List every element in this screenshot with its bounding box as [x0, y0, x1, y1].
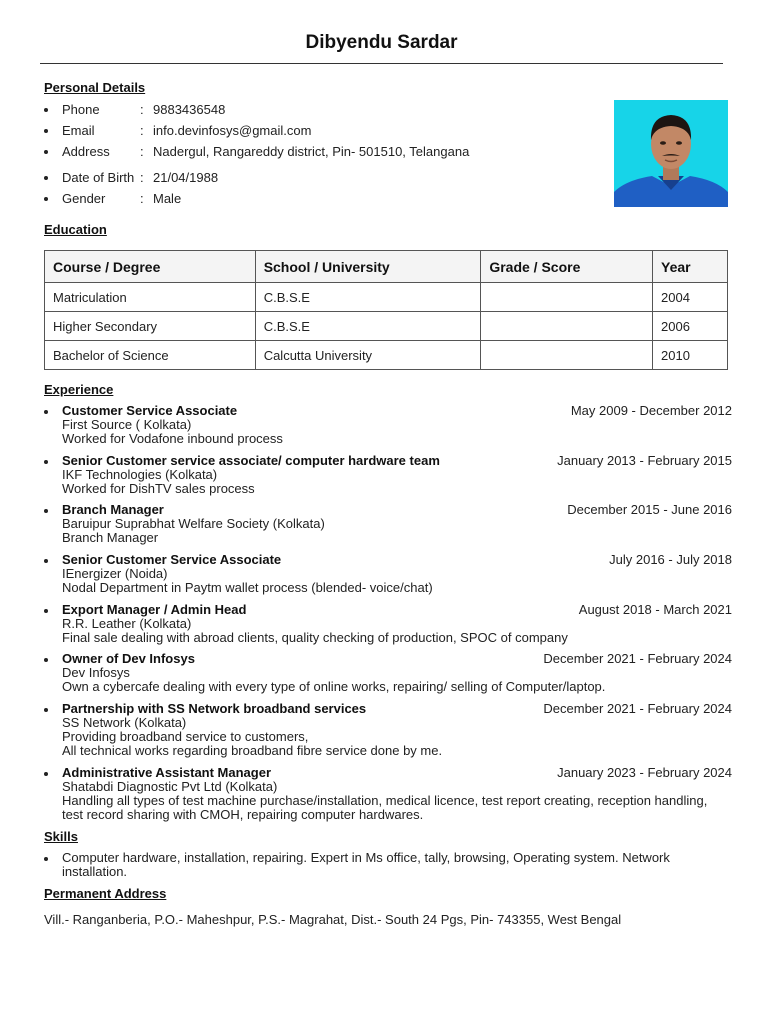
- colon: :: [140, 123, 144, 138]
- colon: :: [140, 170, 144, 185]
- school-cell: Calcutta University: [255, 341, 481, 370]
- candidate-name: Dibyendu Sardar: [305, 32, 458, 53]
- job-title: Partnership with SS Network broadband services: [62, 701, 367, 716]
- experience-item: [44, 404, 732, 446]
- personal-details-heading: Personal Details: [44, 80, 146, 95]
- course-cell: Bachelor of Science: [45, 341, 256, 370]
- job-title: Export Manager / Admin Head: [62, 602, 247, 617]
- year-cell: 2006: [653, 312, 728, 341]
- job-description: Final sale dealing with abroad clients, quality checking of production, SPOC of company: [62, 630, 568, 645]
- job-description: Providing broadband service to customers,: [62, 729, 309, 744]
- gender-value: Male: [153, 191, 182, 206]
- permanent-address-heading: Permanent Address: [44, 886, 167, 901]
- job-title: Branch Manager: [62, 502, 164, 517]
- education-header-row: [45, 251, 728, 283]
- job-description: Worked for Vodafone inbound process: [62, 431, 283, 446]
- bullet-icon: [44, 708, 48, 712]
- experience-item: [44, 553, 732, 595]
- bullet-icon: [44, 108, 48, 112]
- phone-value: 9883436548: [153, 102, 226, 117]
- experience-item: [44, 766, 732, 822]
- job-title: Customer Service Associate: [62, 403, 238, 418]
- personal-row-phone: [44, 101, 584, 122]
- job-description: All technical works regarding broadband fibre service done by me.: [62, 743, 443, 758]
- address-label: Address: [62, 144, 110, 159]
- personal-row-address: [44, 143, 584, 164]
- colon: :: [140, 191, 144, 206]
- personal-row-email: [44, 122, 584, 143]
- grade-cell: [481, 341, 653, 370]
- job-dates: January 2013 - February 2015: [557, 453, 732, 468]
- job-company: SS Network (Kolkata): [62, 715, 187, 730]
- job-dates: December 2021 - February 2024: [543, 701, 732, 716]
- job-title: Senior Customer Service Associate: [62, 552, 282, 567]
- bullet-icon: [44, 559, 48, 563]
- job-description: Own a cybercafe dealing with every type of online works, repairing/ selling of Computer/laptop.: [62, 679, 606, 694]
- header-divider: [40, 63, 723, 64]
- job-title: Senior Customer service associate/ computer hardware team: [62, 453, 440, 468]
- skills-list: [44, 851, 732, 879]
- bullet-icon: [44, 509, 48, 513]
- experience-item: [44, 652, 732, 694]
- job-dates: July 2016 - July 2018: [609, 552, 732, 567]
- bullet-icon: [44, 609, 48, 613]
- person-portrait-icon: [614, 100, 728, 207]
- personal-row-gender: [44, 190, 584, 211]
- personal-details-list: [44, 101, 584, 211]
- year-cell: 2004: [653, 283, 728, 312]
- permanent-address-text: Vill.- Ranganberia, P.O.- Maheshpur, P.S.- Magrahat, Dist.- South 24 Pgs, Pin- 743355, West Bengal: [44, 912, 622, 927]
- job-dates: January 2023 - February 2024: [557, 765, 732, 780]
- school-cell: C.B.S.E: [255, 283, 481, 312]
- column-header-grade: Grade / Score: [481, 251, 653, 283]
- job-company: IEnergizer (Noida): [62, 566, 168, 581]
- job-description: Nodal Department in Paytm wallet process (blended- voice/chat): [62, 580, 433, 595]
- year-cell: 2010: [653, 341, 728, 370]
- experience-item: [44, 503, 732, 545]
- job-dates: December 2015 - June 2016: [567, 502, 732, 517]
- job-company: First Source ( Kolkata): [62, 417, 192, 432]
- table-row: [45, 341, 728, 370]
- colon: :: [140, 144, 144, 159]
- job-title: Owner of Dev Infosys: [62, 651, 195, 666]
- bullet-icon: [44, 176, 48, 180]
- email-label: Email: [62, 123, 95, 138]
- bullet-icon: [44, 197, 48, 201]
- dob-value: 21/04/1988: [153, 170, 219, 185]
- job-dates: May 2009 - December 2012: [570, 403, 732, 418]
- job-company: Shatabdi Diagnostic Pvt Ltd (Kolkata): [62, 779, 278, 794]
- job-company: IKF Technologies (Kolkata): [62, 467, 218, 482]
- bullet-icon: [44, 410, 48, 414]
- column-header-year: Year: [653, 251, 728, 283]
- job-description: Worked for DishTV sales process: [62, 481, 255, 496]
- job-title: Administrative Assistant Manager: [62, 765, 272, 780]
- profile-photo: [614, 100, 728, 207]
- column-header-course: Course / Degree: [45, 251, 256, 283]
- address-value: Nadergul, Rangareddy district, Pin- 501510, Telangana: [153, 144, 470, 159]
- education-table: [44, 250, 728, 370]
- grade-cell: [481, 283, 653, 312]
- email-value: info.devinfosys@gmail.com: [153, 123, 312, 138]
- grade-cell: [481, 312, 653, 341]
- job-description: test record sharing with CMOH, repairing computer hardwares.: [62, 807, 424, 822]
- job-company: R.R. Leather (Kolkata): [62, 616, 192, 631]
- education-heading: Education: [44, 222, 107, 237]
- bullet-icon: [44, 857, 48, 861]
- job-description: Branch Manager: [62, 530, 159, 545]
- column-header-school: School / University: [255, 251, 481, 283]
- table-row: [45, 312, 728, 341]
- job-dates: August 2018 - March 2021: [578, 602, 732, 617]
- skills-heading: Skills: [44, 829, 78, 844]
- course-cell: Higher Secondary: [45, 312, 256, 341]
- bullet-icon: [44, 150, 48, 154]
- school-cell: C.B.S.E: [255, 312, 481, 341]
- experience-item: [44, 603, 732, 645]
- bullet-icon: [44, 772, 48, 776]
- experience-heading: Experience: [44, 382, 114, 397]
- bullet-icon: [44, 460, 48, 464]
- job-dates: December 2021 - February 2024: [543, 651, 732, 666]
- bullet-icon: [44, 129, 48, 133]
- personal-row-dob: [44, 169, 584, 190]
- phone-label: Phone: [62, 102, 100, 117]
- table-row: [45, 283, 728, 312]
- job-company: Baruipur Suprabhat Welfare Society (Kolkata): [62, 516, 325, 531]
- job-company: Dev Infosys: [62, 665, 130, 680]
- job-description: Handling all types of test machine purchase/installation, medical licence, test report creating, reception handling,: [62, 793, 708, 808]
- course-cell: Matriculation: [45, 283, 256, 312]
- dob-label: Date of Birth: [62, 170, 135, 185]
- skills-text: Computer hardware, installation, repairing. Expert in Ms office, tally, browsing, Operating system. Network installation.: [62, 850, 670, 879]
- gender-label: Gender: [62, 191, 106, 206]
- experience-item: [44, 702, 732, 758]
- experience-item: [44, 454, 732, 496]
- bullet-icon: [44, 658, 48, 662]
- colon: :: [140, 102, 144, 117]
